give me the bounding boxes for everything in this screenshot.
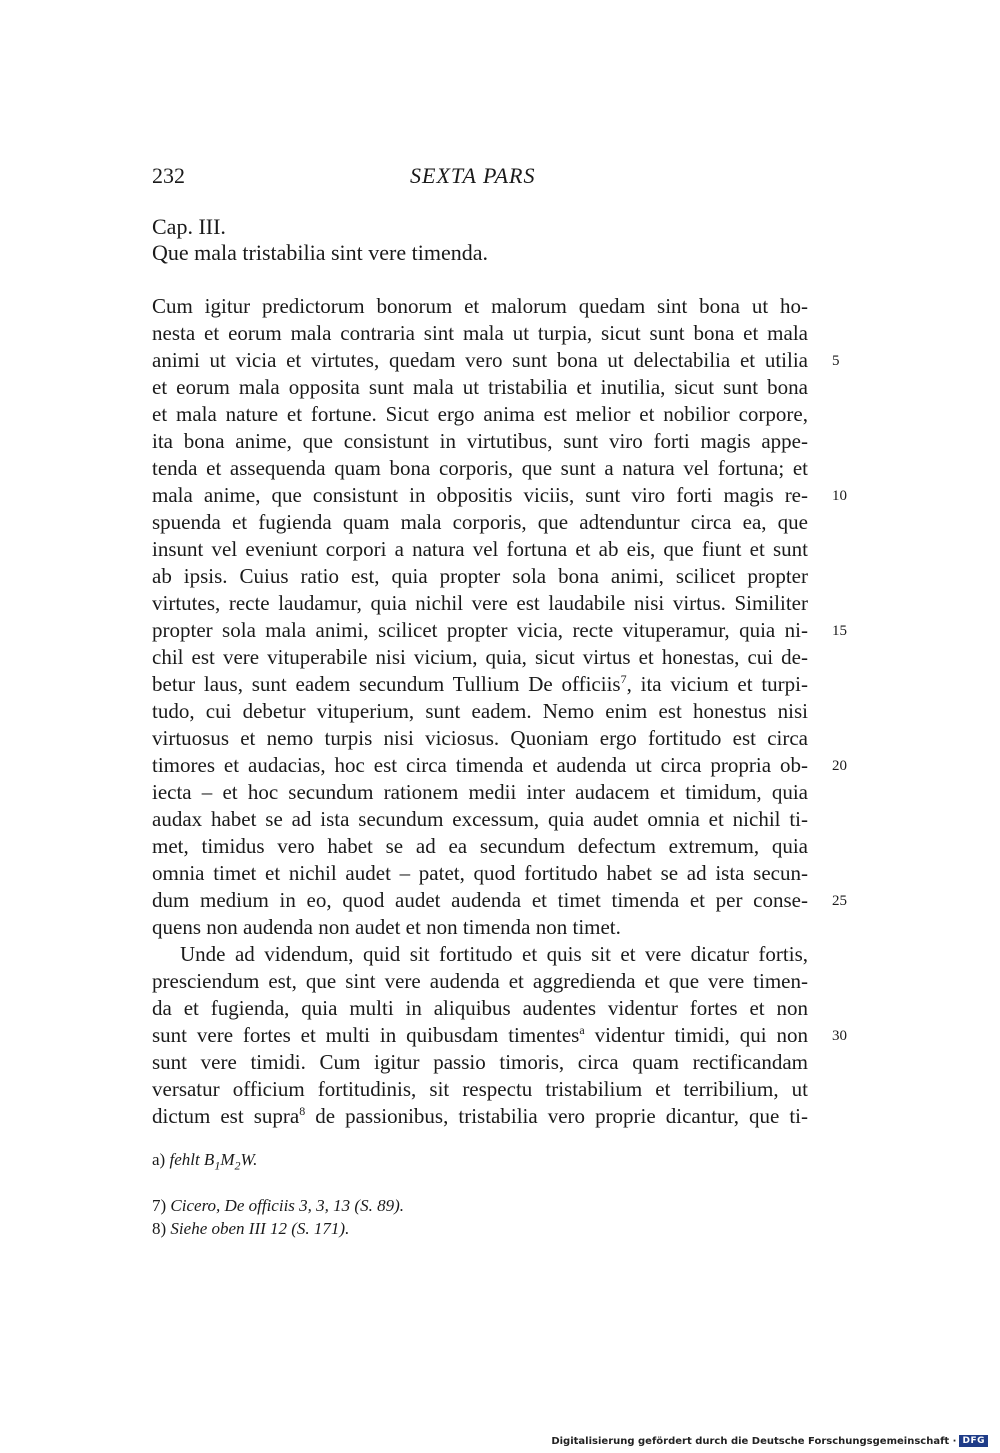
text-line: animi ut vicia et virtutes, quedam vero sunt bona ut delectabilia et utilia bbox=[152, 348, 808, 372]
apparatus-sub: 2 bbox=[234, 1158, 241, 1173]
footnote-ref: 7 bbox=[620, 672, 627, 686]
line-number: 25 bbox=[832, 893, 847, 909]
line-text: , ita vicium et turpi- bbox=[626, 672, 809, 696]
text-line: iecta – et hoc secundum rationem medii inter audacem et timidum, quia bbox=[152, 780, 808, 804]
line-text: de passionibus, tristabilia vero proprie dicantur, que ti- bbox=[305, 1104, 808, 1128]
apparatus-text: M bbox=[220, 1150, 235, 1169]
line-text: sunt vere fortes et multi in quibusdam timentes bbox=[152, 1023, 580, 1047]
line-number: 5 bbox=[832, 353, 840, 369]
text-line: tenda et assequenda quam bona corporis, que sunt a natura vel fortuna; et bbox=[152, 456, 808, 480]
text-line: et mala nature et fortune. Sicut ergo anima est melior et nobilior corpore, bbox=[152, 402, 808, 426]
text-line: virtutes, recte laudamur, quia nichil vere est laudabile nisi virtus. Similiter bbox=[152, 591, 808, 615]
text-line: quens non audenda non audet et non timenda non timet. bbox=[152, 915, 621, 939]
footnote bbox=[152, 1219, 349, 1239]
text-line: chil est vere vituperabile nisi vicium, quia, sicut virtus et honestas, cui de- bbox=[152, 645, 808, 669]
running-head: SEXTA PARS bbox=[410, 163, 536, 188]
line-number: 30 bbox=[832, 1028, 847, 1044]
footnote-ref: 8 bbox=[299, 1104, 306, 1118]
apparatus-note bbox=[152, 1150, 258, 1173]
text-line: audax habet se ad ista secundum excessum, quia audet omnia et nichil ti- bbox=[152, 807, 808, 831]
text-line: propter sola mala animi, scilicet propter vicia, recte vituperamur, quia ni- bbox=[152, 618, 808, 642]
apparatus-text: W. bbox=[240, 1150, 258, 1169]
line-number: 15 bbox=[832, 623, 847, 639]
text-line: nesta et eorum mala contraria sint mala ut turpia, sicut sunt bona et mala bbox=[152, 321, 808, 345]
line-text: dictum est supra bbox=[152, 1104, 300, 1128]
dfg-logo: DFG bbox=[959, 1435, 988, 1447]
footnote bbox=[152, 1196, 404, 1216]
text-line: insunt vel eveniunt corpori a natura vel fortuna et ab eis, que fiunt et sunt bbox=[152, 537, 808, 561]
text-line: da et fugienda, quia multi in aliquibus audentes videntur fortes et non bbox=[152, 996, 808, 1020]
text-line: presciendum est, que sint vere audenda et aggredienda et que vere timen- bbox=[152, 969, 808, 993]
text-line: Unde ad videndum, quid sit fortitudo et quis sit et vere dicatur fortis, bbox=[180, 942, 808, 966]
line-text: videntur timidi, qui non bbox=[584, 1023, 808, 1047]
line-text: betur laus, sunt eadem secundum Tullium De officiis bbox=[152, 672, 621, 696]
text-line: met, timidus vero habet se ad ea secundum defectum extremum, quia bbox=[152, 834, 808, 858]
text-line: Cum igitur predictorum bonorum et malorum quedam sint bona ut ho- bbox=[152, 294, 808, 318]
text-line bbox=[152, 1022, 808, 1049]
text-line: tudo, cui debetur vituperium, sunt eadem. Nemo enim est honestus nisi bbox=[152, 699, 808, 723]
text-line bbox=[152, 1103, 808, 1130]
text-line: omnia timet et nichil audet – patet, quod fortitudo habet se ad ista secun- bbox=[152, 861, 808, 885]
text-line: sunt vere timidi. Cum igitur passio timoris, circa quam rectificandam bbox=[152, 1050, 808, 1074]
apparatus-sub: 1 bbox=[214, 1158, 221, 1173]
footnote-marker: 7) bbox=[152, 1196, 167, 1215]
line-number: 20 bbox=[832, 758, 847, 774]
text-line: virtuosus et nemo turpis nisi viciosus. Quoniam ergo fortitudo est circa bbox=[152, 726, 808, 750]
footnote-text: Cicero, De officiis 3, 3, 13 (S. 89). bbox=[170, 1196, 404, 1215]
text-line: et eorum mala opposita sunt mala ut tristabilia et inutilia, sicut sunt bona bbox=[152, 375, 808, 399]
chapter-label: Cap. III. bbox=[152, 214, 226, 239]
text-line bbox=[152, 671, 808, 698]
footnote-text: Siehe oben III 12 (S. 171). bbox=[170, 1219, 350, 1238]
dfg-credit bbox=[551, 1435, 988, 1447]
apparatus-marker: a) bbox=[152, 1150, 166, 1169]
footnote-marker: 8) bbox=[152, 1219, 167, 1238]
text-line: mala anime, que consistunt in obpositis viciis, sunt viro forti magis re- bbox=[152, 483, 808, 507]
chapter-title: Que mala tristabilia sint vere timenda. bbox=[152, 240, 489, 265]
text-line: ab ipsis. Cuius ratio est, quia propter sola bona animi, scilicet propter bbox=[152, 564, 808, 588]
credit-text: Digitalisierung gefördert durch die Deutsche Forschungsgemeinschaft · bbox=[551, 1435, 957, 1447]
text-line: dum medium in eo, quod audet audenda et timet timenda et per conse- bbox=[152, 888, 808, 912]
text-line: ita bona anime, que consistunt in virtutibus, sunt viro forti magis appe- bbox=[152, 429, 808, 453]
page-number: 232 bbox=[152, 163, 185, 188]
text-line: spuenda et fugienda quam mala corporis, que adtenduntur circa ea, que bbox=[152, 510, 808, 534]
apparatus-text: fehlt B bbox=[169, 1150, 215, 1169]
text-line: versatur officium fortitudinis, sit respectu tristabilium et terribilium, ut bbox=[152, 1077, 808, 1101]
text-line: timores et audacias, hoc est circa timenda et audenda ut circa propria ob- bbox=[152, 753, 808, 777]
line-number: 10 bbox=[832, 488, 847, 504]
apparatus-ref: a bbox=[579, 1023, 585, 1037]
